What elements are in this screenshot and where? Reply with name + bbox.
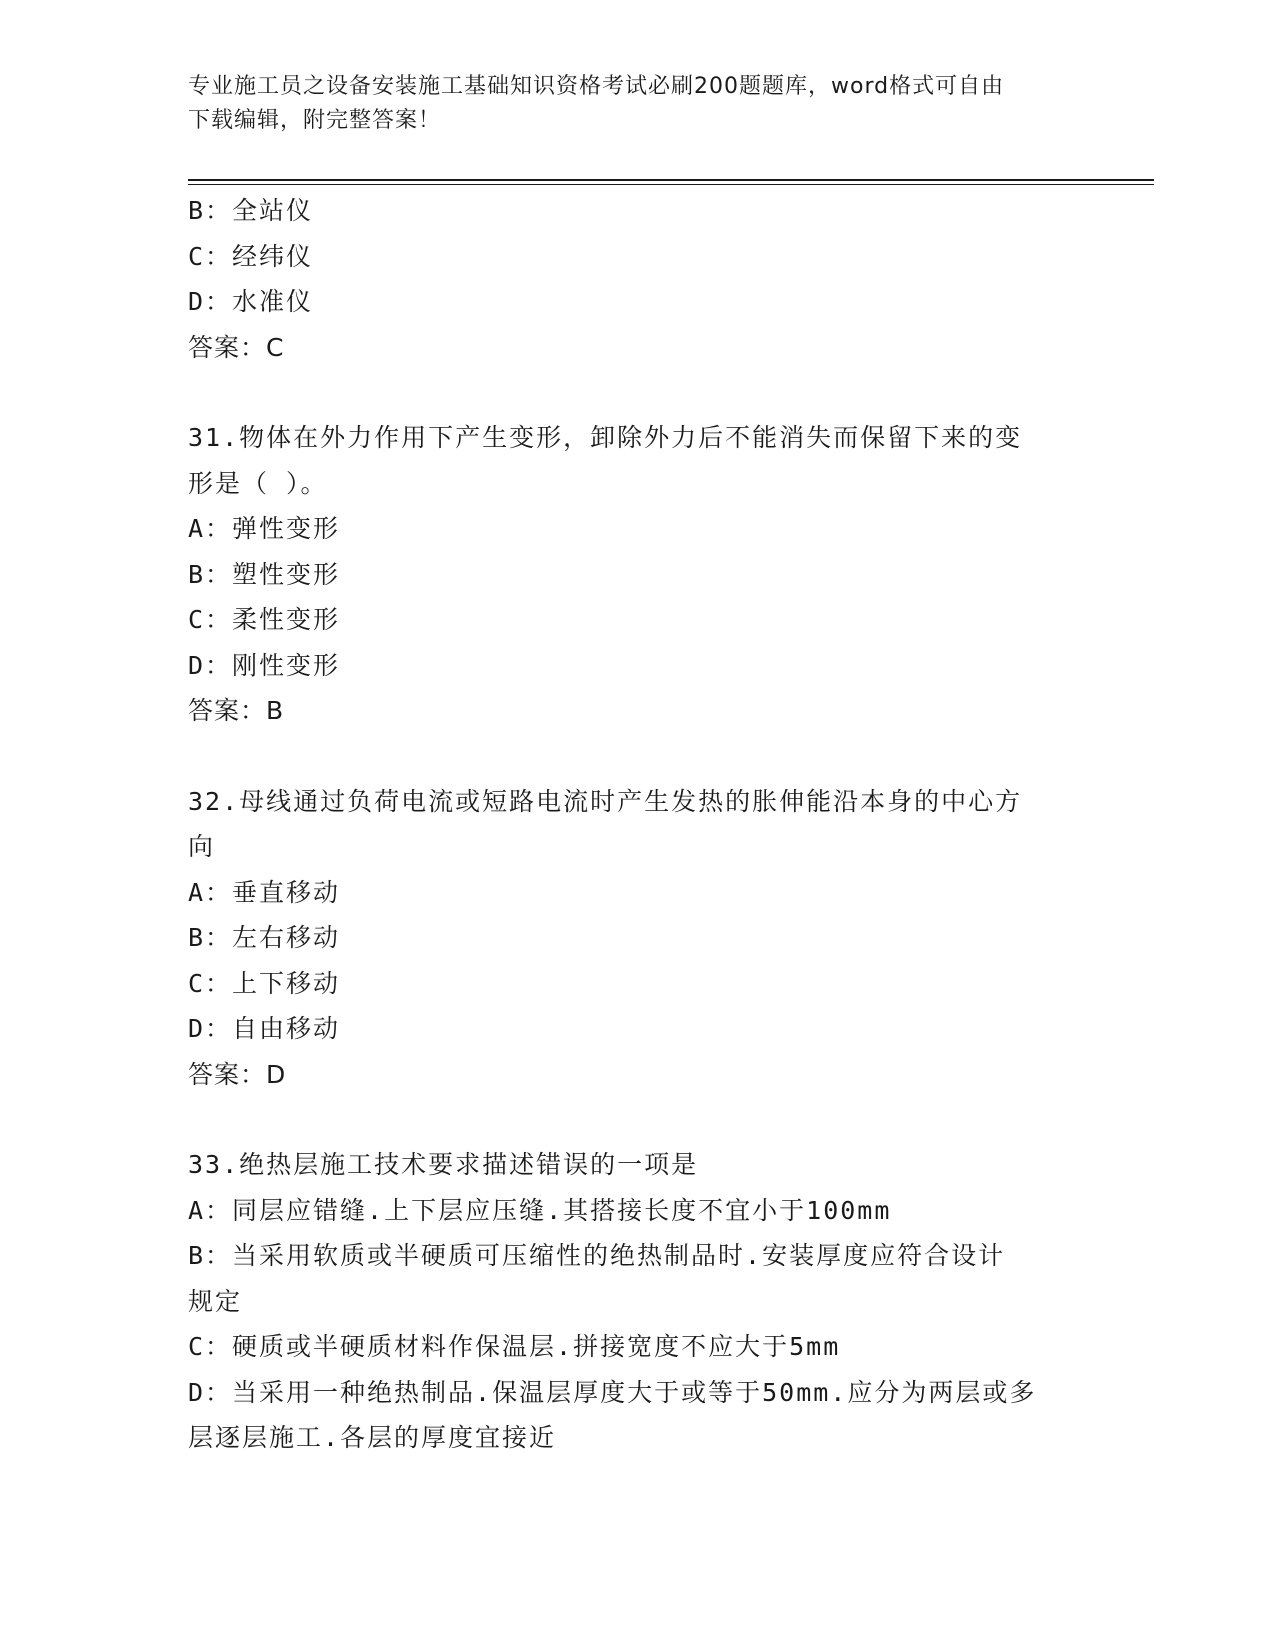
option-c: C：柔性变形	[188, 605, 341, 634]
option-d-cont: 层逐层施工.各层的厚度宜接近	[188, 1423, 557, 1452]
header-line-2: 下载编辑，附完整答案！	[188, 108, 442, 133]
header-line-1: 专业施工员之设备安装施工基础知识资格考试必刷200题题库，word格式可自由	[188, 74, 1005, 99]
document-body	[188, 188, 1088, 1461]
question-33	[188, 1142, 1088, 1461]
option-b: B：全站仪	[188, 196, 314, 225]
option-c: C：上下移动	[188, 968, 341, 998]
option-c: C：硬质或半硬质材料作保温层.拼接宽度不应大于5mm	[188, 1332, 841, 1361]
option-b-cont: 规定	[188, 1286, 243, 1316]
option-d: D：当采用一种绝热制品.保温层厚度大于或等于50mm.应分为两层或多	[188, 1377, 1037, 1407]
header-rule-thin	[188, 184, 1154, 185]
option-b: B：左右移动	[188, 923, 341, 952]
question-stem-cont: 形是（ ）。	[188, 468, 328, 498]
question-stem: 32.母线通过负荷电流或短路电流时产生发热的胀伸能沿本身的中心方	[188, 786, 1023, 816]
option-d: D：刚性变形	[188, 650, 341, 680]
answer-line: 答案：C	[188, 332, 285, 362]
page-header	[188, 70, 1068, 138]
option-b: B：当采用软质或半硬质可压缩性的绝热制品时.安装厚度应符合设计	[188, 1241, 1006, 1270]
question-stem: 33.绝热层施工技术要求描述错误的一项是	[188, 1150, 699, 1179]
answer-line: 答案：B	[188, 696, 285, 725]
option-a: A：弹性变形	[188, 514, 341, 543]
question-stem: 31.物体在外力作用下产生变形，卸除外力后不能消失而保留下来的变	[188, 423, 1023, 452]
prev-question	[188, 188, 1088, 370]
option-c: C：经纬仪	[188, 241, 314, 271]
answer-line: 答案：D	[188, 1059, 287, 1089]
header-rule	[188, 179, 1154, 181]
option-d: D：自由移动	[188, 1014, 341, 1043]
question-32	[188, 779, 1088, 1098]
option-b: B：塑性变形	[188, 559, 341, 589]
question-stem-cont: 向	[188, 832, 216, 861]
option-d: D：水准仪	[188, 287, 314, 316]
option-a: A：垂直移动	[188, 877, 341, 907]
option-a: A：同层应错缝.上下层应压缝.其搭接长度不宜小于100mm	[188, 1195, 892, 1225]
question-31	[188, 415, 1088, 734]
